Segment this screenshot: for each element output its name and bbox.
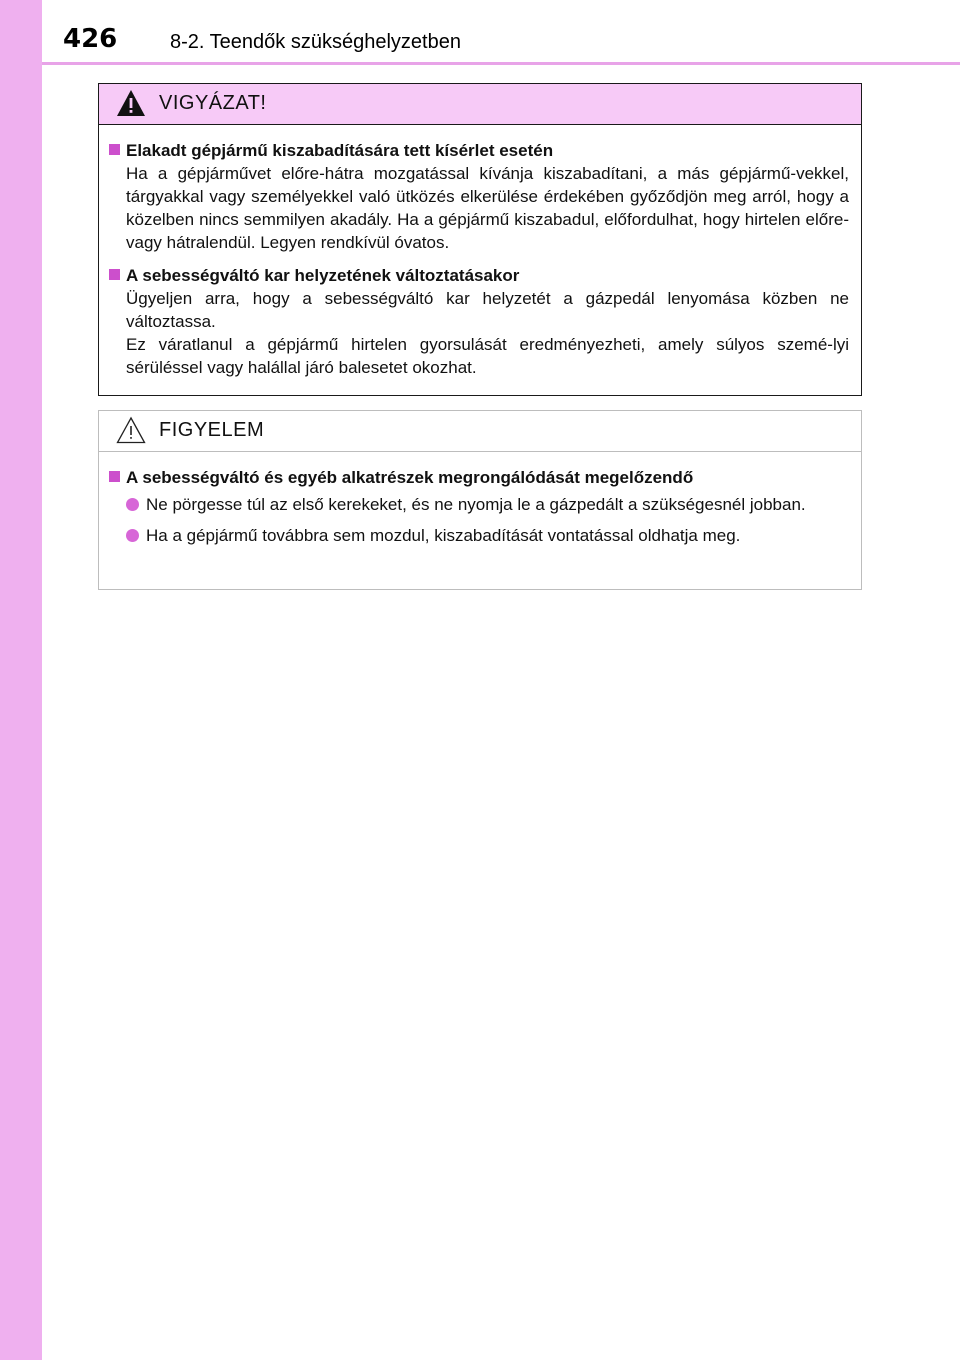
- notice-bullet: [126, 524, 849, 547]
- warning-item-heading: A sebességváltó kar helyzetének változtatásakor: [126, 266, 520, 285]
- warning-item-text: Ha a gépjárművet előre-hátra mozgatással kívánja kiszabadítani, a más gépjármű-vekkel, tárgyakkal vagy személyekkel való ütközés elkerülése érdekében győződjön meg arról, hogy a közelben nincs semmilyen akadály. Ha a gépjármű kiszabadul, előfordulhat, hogy hirtelen előre- vagy hátralendül. Legyen rendkívül óvatos.: [126, 164, 849, 252]
- warning-item-text: Ez váratlanul a gépjármű hirtelen gyorsulását eredményezheti, amely súlyos szemé-lyi sérüléssel vagy halállal járó balesetet okozhat.: [126, 335, 849, 377]
- notice-bullet: [126, 493, 849, 516]
- warning-box-header: [99, 84, 861, 125]
- header-rule: [42, 62, 960, 65]
- notice-title: FIGYELEM: [159, 419, 265, 441]
- warning-item-text: Ügyeljen arra, hogy a sebességváltó kar helyzetét a gázpedál lenyomása közben ne változtassa.: [126, 289, 849, 331]
- circle-bullet-icon: [126, 529, 139, 542]
- square-bullet-icon: [109, 144, 120, 155]
- notice-box: [98, 410, 862, 590]
- warning-box: [98, 83, 862, 396]
- notice-bullet-text: Ha a gépjármű továbbra sem mozdul, kiszabadítását vontatással oldhatja meg.: [146, 526, 741, 545]
- page-number: 426: [63, 24, 118, 54]
- caution-triangle-outline-icon: [116, 416, 146, 444]
- circle-bullet-icon: [126, 498, 139, 511]
- notice-box-header: [99, 411, 861, 452]
- warning-title: VIGYÁZAT!: [159, 92, 267, 114]
- square-bullet-icon: [109, 471, 120, 482]
- side-color-band: [0, 0, 42, 1360]
- warning-body: [99, 125, 861, 379]
- notice-bullet-text: Ne pörgesse túl az első kerekeket, és ne nyomja le a gázpedált a szükségesnél jobban.: [146, 495, 806, 514]
- warning-item: [107, 139, 849, 254]
- section-title: 8-2. Teendők szükséghelyzetben: [170, 31, 461, 53]
- warning-item-heading: Elakadt gépjármű kiszabadítására tett kísérlet esetén: [126, 141, 554, 160]
- notice-item: [107, 466, 849, 547]
- notice-body: [99, 452, 861, 547]
- notice-item-heading: A sebességváltó és egyéb alkatrészek megrongálódását megelőzendő: [126, 468, 694, 487]
- warning-item: [107, 264, 849, 379]
- warning-triangle-icon: [116, 89, 146, 117]
- square-bullet-icon: [109, 269, 120, 280]
